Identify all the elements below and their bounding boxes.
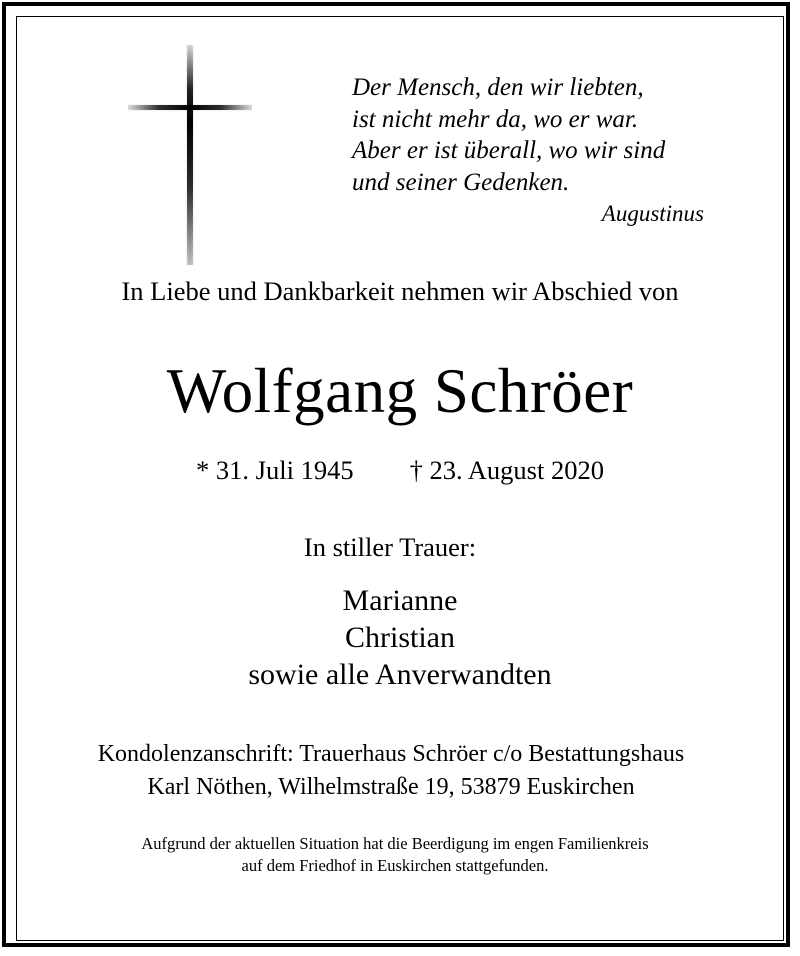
funeral-notice xyxy=(0,833,790,877)
quote-line: und seiner Gedenken. xyxy=(352,168,570,196)
quote-line: Der Mensch, den wir liebten, xyxy=(352,74,644,101)
quote-line: ist nicht mehr da, wo er war. xyxy=(352,105,639,133)
mourner: Marianne xyxy=(342,584,458,617)
mourning-label: In stiller Trauer: xyxy=(303,532,477,562)
cross-vertical-beam xyxy=(187,45,193,265)
quote-line: Aber er ist überall, wo wir sind xyxy=(352,137,666,164)
condolence-address xyxy=(0,738,782,804)
intro-text: In Liebe und Dankbarkeit nehmen wir Abschied von xyxy=(121,276,679,306)
cross-horizontal-beam xyxy=(128,105,252,110)
mourners-list xyxy=(0,582,800,693)
notice-line: Aufgrund der aktuellen Situation hat die Beerdigung im engen Familienkreis xyxy=(141,834,649,853)
quote-author: Augustinus xyxy=(601,201,704,226)
death-date: † 23. August 2020 xyxy=(409,455,604,485)
notice-line: auf dem Friedhof in Euskirchen stattgefunden. xyxy=(241,856,549,875)
address-line: Kondolenzanschrift: Trauerhaus Schröer c/o Bestattungshaus xyxy=(97,741,685,767)
address-line: Karl Nöthen, Wilhelmstraße 19, 53879 Euskirchen xyxy=(147,774,635,800)
deceased-name: Wolfgang Schröer xyxy=(166,356,634,426)
life-dates xyxy=(0,455,800,486)
birth-date: * 31. Juli 1945 xyxy=(196,455,354,485)
cross-icon xyxy=(128,45,252,265)
mourner: sowie alle Anverwandten xyxy=(248,658,552,691)
mourner: Christian xyxy=(345,621,455,654)
quote xyxy=(352,72,712,230)
